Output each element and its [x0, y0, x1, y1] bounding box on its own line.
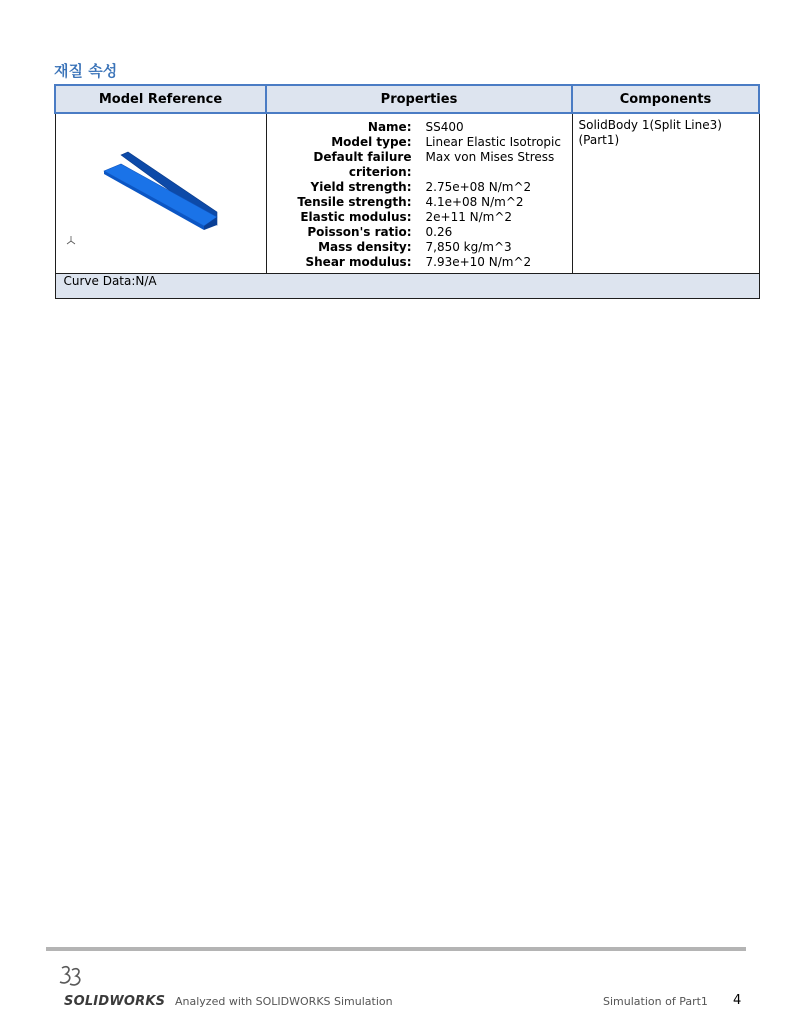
section-title: 재질 속성 [54, 62, 118, 80]
curve-data-row [55, 274, 759, 299]
property-label: Poisson's ratio: [307, 225, 412, 239]
property-value: 0.26 [425, 225, 453, 239]
table-row [55, 113, 759, 274]
triad-icon [67, 236, 75, 244]
page-number: 4 [733, 993, 742, 1008]
footer-divider [46, 947, 746, 951]
header-model-reference: Model Reference [55, 85, 266, 113]
property-row [267, 255, 572, 270]
property-label: Elastic modulus: [300, 210, 412, 224]
property-value: 4.1e+08 N/m^2 [425, 195, 524, 209]
property-value: 7,850 kg/m^3 [425, 240, 512, 254]
property-value: Max von Mises Stress [425, 150, 555, 164]
components-cell: SolidBody 1(Split Line3)(Part1) [572, 113, 759, 274]
property-label: Yield strength: [310, 180, 412, 194]
header-components: Components [572, 85, 759, 113]
table-header-row [55, 85, 759, 113]
property-row [267, 210, 572, 225]
footer-analyzed-text: Analyzed with SOLIDWORKS Simulation [175, 995, 393, 1008]
property-row [267, 150, 572, 180]
property-label: Shear modulus: [305, 255, 412, 269]
model-reference-cell [55, 113, 266, 274]
material-properties-table [54, 84, 760, 299]
property-row [267, 195, 572, 210]
property-value: 2.75e+08 N/m^2 [425, 180, 532, 194]
property-row [267, 180, 572, 195]
property-value: Linear Elastic Isotropic [425, 135, 561, 149]
property-row [267, 135, 572, 150]
property-row [267, 225, 572, 240]
model-preview-image [56, 114, 264, 271]
property-label: Model type: [331, 135, 412, 149]
curve-data-text: Curve Data:N/A [55, 274, 759, 299]
property-label: Mass density: [318, 240, 412, 254]
logo-text: SOLIDWORKS [64, 994, 166, 1009]
header-properties: Properties [266, 85, 572, 113]
property-label: Default failure criterion: [313, 150, 412, 179]
footer-document-name: Simulation of Part1 [603, 995, 708, 1008]
property-label: Tensile strength: [297, 195, 412, 209]
properties-cell [266, 113, 572, 274]
property-row [267, 240, 572, 255]
property-value: 7.93e+10 N/m^2 [425, 255, 532, 269]
property-row [267, 120, 572, 135]
property-value: SS400 [425, 120, 464, 134]
property-label: Name: [367, 120, 412, 134]
property-value: 2e+11 N/m^2 [425, 210, 513, 224]
